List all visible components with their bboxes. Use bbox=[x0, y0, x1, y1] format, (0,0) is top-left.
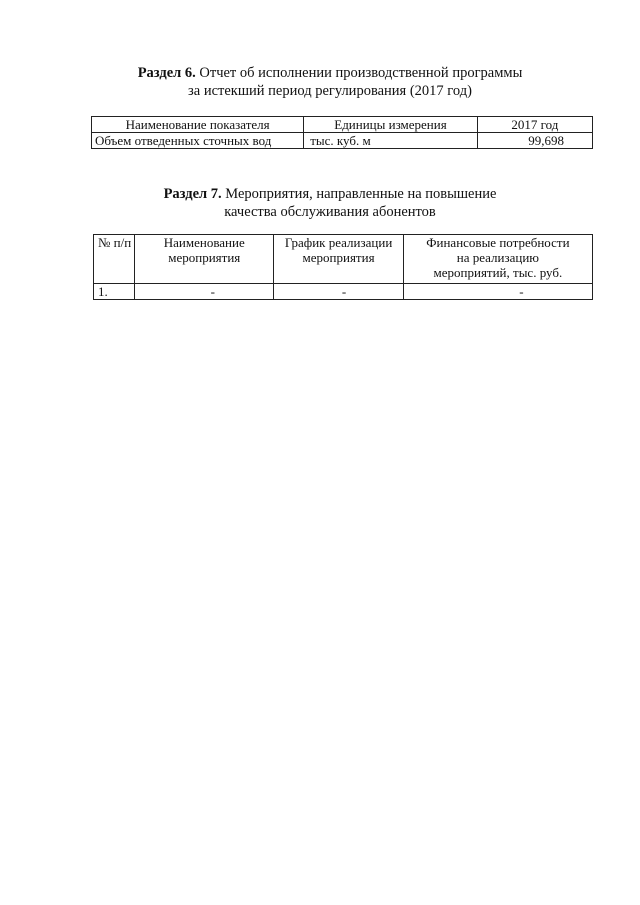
header-line: на реализацию bbox=[456, 250, 540, 265]
column-header-activity-name bbox=[135, 235, 274, 284]
header-line: мероприятий, тыс. руб. bbox=[433, 265, 563, 280]
header-line: № п/п bbox=[98, 235, 132, 250]
header-line: мероприятия bbox=[302, 250, 375, 265]
header-line: Финансовые потребности bbox=[426, 235, 570, 250]
column-header-indicator: Наименование показателя bbox=[92, 117, 304, 133]
cell-financing: - bbox=[403, 284, 592, 300]
cell-units: тыс. куб. м bbox=[304, 133, 477, 149]
column-header-year: 2017 год bbox=[477, 117, 592, 133]
table-row bbox=[92, 133, 593, 149]
section7-heading bbox=[10, 185, 640, 221]
cell-number: 1. bbox=[94, 284, 135, 300]
section6-heading-line1 bbox=[10, 64, 640, 82]
table-header-row bbox=[94, 235, 593, 284]
section6-table bbox=[91, 116, 593, 149]
cell-schedule: - bbox=[274, 284, 403, 300]
column-header-schedule bbox=[274, 235, 403, 284]
section7-heading-line1 bbox=[10, 185, 640, 203]
section6-heading-number: Раздел 6. bbox=[137, 65, 196, 81]
cell-indicator-name: Объем отведенных сточных вод bbox=[92, 133, 304, 149]
section7-table bbox=[93, 234, 593, 300]
header-line: мероприятия bbox=[168, 250, 241, 265]
column-header-number bbox=[94, 235, 135, 284]
column-header-units: Единицы измерения bbox=[304, 117, 477, 133]
table-row bbox=[94, 284, 593, 300]
section6-heading-title: Отчет об исполнении производственной программы bbox=[195, 65, 523, 81]
section7-heading-number: Раздел 7. bbox=[163, 186, 222, 202]
section6-heading-line2: за истекший период регулирования (2017 год) bbox=[188, 83, 472, 99]
column-header-financing bbox=[403, 235, 592, 284]
section6-heading bbox=[10, 64, 640, 100]
cell-value: 99,698 bbox=[477, 133, 592, 149]
header-line: График реализации bbox=[284, 235, 393, 250]
header-line: Наименование bbox=[163, 235, 245, 250]
cell-activity-name: - bbox=[135, 284, 274, 300]
section7-heading-line2: качества обслуживания абонентов bbox=[224, 204, 436, 220]
table-header-row bbox=[92, 117, 593, 133]
section7-heading-title: Мероприятия, направленные на повышение bbox=[221, 186, 497, 202]
